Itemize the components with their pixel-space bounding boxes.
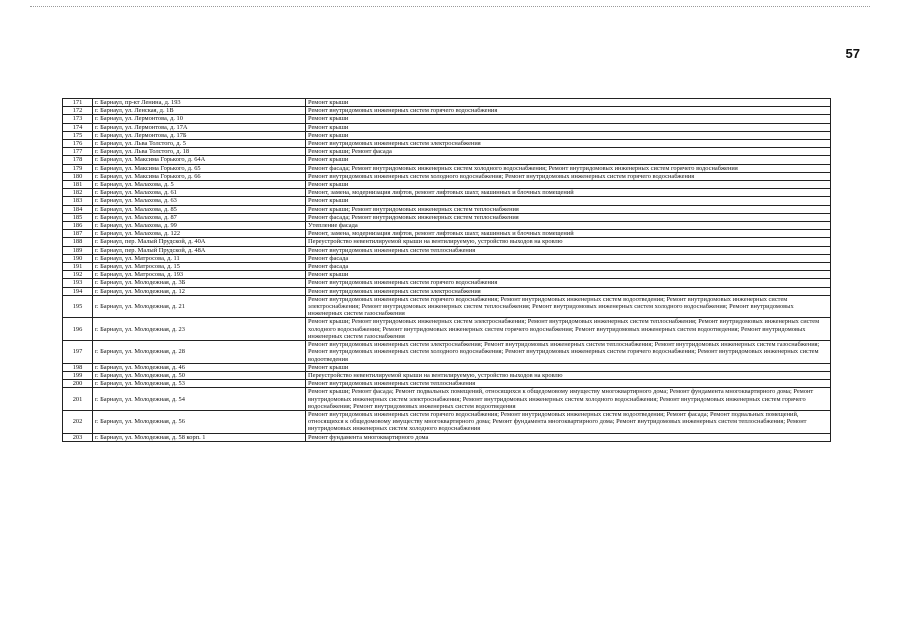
address-cell: г. Барнаул, ул. Лермонтова, д. 17А bbox=[93, 123, 306, 131]
work-type-cell: Ремонт крыши bbox=[306, 156, 831, 164]
address-cell: г. Барнаул, ул. Молодежная, д. 21 bbox=[93, 295, 306, 318]
row-number-cell: 188 bbox=[63, 238, 93, 246]
work-type-cell: Переустройство невентилируемой крыши на вентилируемую, устройство выходов на кровлю bbox=[306, 238, 831, 246]
table-row bbox=[63, 371, 831, 379]
row-number-cell: 181 bbox=[63, 181, 93, 189]
address-cell: г. Барнаул, ул. Малахова, д. 61 bbox=[93, 189, 306, 197]
work-type-cell: Ремонт внутридомовых инженерных систем холодного водоснабжения; Ремонт внутридомовых инженерных систем горячего водоснабжения bbox=[306, 172, 831, 180]
work-type-cell: Ремонт крыши bbox=[306, 115, 831, 123]
row-number-cell: 190 bbox=[63, 254, 93, 262]
row-number-cell: 200 bbox=[63, 380, 93, 388]
table-row bbox=[63, 172, 831, 180]
address-cell: г. Барнаул, ул. Льва Толстого, д. 5 bbox=[93, 140, 306, 148]
row-number-cell: 174 bbox=[63, 123, 93, 131]
address-cell: г. Барнаул, ул. Молодежная, д. 54 bbox=[93, 388, 306, 411]
work-type-cell: Ремонт крыши; Ремонт внутридомовых инженерных систем теплоснабжения bbox=[306, 205, 831, 213]
row-number-cell: 175 bbox=[63, 131, 93, 139]
work-type-cell: Ремонт крыши; Ремонт внутридомовых инженерных систем электроснабжения; Ремонт внутридомовых инженерных систем теплоснабжения; Ремонт внутридомовых инженерных систем холодного водоснабжения; Ремонт внутридомовых инженерных систем горячего водоснабжения; Ремонт внутридомовых инженерных систем водоотведения; Ремонт внутридомовых инженерных систем газоснабжения bbox=[306, 318, 831, 341]
work-type-cell: Ремонт фасада; Ремонт внутридомовых инженерных систем холодного водоснабжения; Ремонт внутридомовых инженерных систем горячего водоснабжения bbox=[306, 164, 831, 172]
row-number-cell: 198 bbox=[63, 363, 93, 371]
address-cell: г. Барнаул, ул. Молодежная, д. 12 bbox=[93, 287, 306, 295]
table-row bbox=[63, 156, 831, 164]
row-number-cell: 199 bbox=[63, 371, 93, 379]
table-row bbox=[63, 189, 831, 197]
address-cell: г. Барнаул, ул. Малахова, д. 85 bbox=[93, 205, 306, 213]
table-row bbox=[63, 222, 831, 230]
table-row bbox=[63, 213, 831, 221]
row-number-cell: 196 bbox=[63, 318, 93, 341]
work-type-cell: Ремонт внутридомовых инженерных систем теплоснабжения bbox=[306, 380, 831, 388]
work-type-cell: Ремонт фасада bbox=[306, 254, 831, 262]
table-row bbox=[63, 318, 831, 341]
row-number-cell: 202 bbox=[63, 410, 93, 433]
table-row bbox=[63, 254, 831, 262]
work-type-cell: Ремонт внутридомовых инженерных систем теплоснабжения bbox=[306, 246, 831, 254]
work-type-cell: Ремонт крыши bbox=[306, 123, 831, 131]
row-number-cell: 179 bbox=[63, 164, 93, 172]
address-cell: г. Барнаул, ул. Максима Горького, д. 66 bbox=[93, 172, 306, 180]
table-row bbox=[63, 238, 831, 246]
table-row bbox=[63, 341, 831, 364]
work-type-cell: Ремонт фундамента многоквартирного дома bbox=[306, 433, 831, 441]
table-row bbox=[63, 197, 831, 205]
table-row bbox=[63, 380, 831, 388]
address-cell: г. Барнаул, ул. Малахова, д. 122 bbox=[93, 230, 306, 238]
work-type-cell: Утепление фасада bbox=[306, 222, 831, 230]
row-number-cell: 185 bbox=[63, 213, 93, 221]
address-cell: г. Барнаул, ул. Максима Горького, д. 64А bbox=[93, 156, 306, 164]
table-row bbox=[63, 131, 831, 139]
row-number-cell: 182 bbox=[63, 189, 93, 197]
table-row bbox=[63, 99, 831, 107]
table-row bbox=[63, 123, 831, 131]
table-row bbox=[63, 205, 831, 213]
table-row bbox=[63, 107, 831, 115]
work-type-cell: Ремонт крыши bbox=[306, 197, 831, 205]
row-number-cell: 178 bbox=[63, 156, 93, 164]
address-cell: г. Барнаул, пер. Малый Прудской, д. 48А bbox=[93, 246, 306, 254]
page-number: 57 bbox=[845, 46, 860, 61]
table-row bbox=[63, 148, 831, 156]
row-number-cell: 191 bbox=[63, 263, 93, 271]
table-row bbox=[63, 263, 831, 271]
registry-table-body bbox=[63, 99, 831, 442]
table-row bbox=[63, 287, 831, 295]
work-type-cell: Ремонт крыши bbox=[306, 181, 831, 189]
address-cell: г. Барнаул, ул. Лермонтова, д. 17Б bbox=[93, 131, 306, 139]
table-row bbox=[63, 271, 831, 279]
row-number-cell: 193 bbox=[63, 279, 93, 287]
row-number-cell: 186 bbox=[63, 222, 93, 230]
address-cell: г. Барнаул, ул. Молодежная, д. 58 корп. 1 bbox=[93, 433, 306, 441]
address-cell: г. Барнаул, ул. Матросова, д. 15 bbox=[93, 263, 306, 271]
address-cell: г. Барнаул, ул. Молодежная, д. 50 bbox=[93, 371, 306, 379]
work-type-cell: Ремонт крыши bbox=[306, 271, 831, 279]
table-row bbox=[63, 295, 831, 318]
table-row bbox=[63, 410, 831, 433]
row-number-cell: 192 bbox=[63, 271, 93, 279]
address-cell: г. Барнаул, ул. Молодежная, д. 56 bbox=[93, 410, 306, 433]
work-type-cell: Ремонт внутридомовых инженерных систем горячего водоснабжения; Ремонт внутридомовых инженерных систем водоотведения; Ремонт внутридомовых инженерных систем электроснабжения; Ремонт внутридомовых инженерных систем теплоснабжения; Ремонт внутридомовых инженерных систем холодного водоснабжения; Ремонт внутридомовых инженерных систем газоснабжения bbox=[306, 295, 831, 318]
scan-artifact-line bbox=[30, 6, 870, 7]
row-number-cell: 184 bbox=[63, 205, 93, 213]
work-type-cell: Ремонт крыши bbox=[306, 363, 831, 371]
table-row bbox=[63, 363, 831, 371]
address-cell: г. Барнаул, ул. Матросова, д. 11 bbox=[93, 254, 306, 262]
work-type-cell: Ремонт, замена, модернизация лифтов, ремонт лифтовых шахт, машинных и блочных помещений bbox=[306, 189, 831, 197]
work-type-cell: Ремонт крыши; Ремонт фасада bbox=[306, 148, 831, 156]
registry-table bbox=[62, 98, 831, 442]
table-row bbox=[63, 140, 831, 148]
work-type-cell: Ремонт внутридомовых инженерных систем горячего водоснабжения bbox=[306, 279, 831, 287]
table-row bbox=[63, 433, 831, 441]
table-row bbox=[63, 279, 831, 287]
address-cell: г. Барнаул, ул. Молодежная, д. 46 bbox=[93, 363, 306, 371]
work-type-cell: Переустройство невентилируемой крыши на вентилируемую, устройство выходов на кровлю bbox=[306, 371, 831, 379]
row-number-cell: 173 bbox=[63, 115, 93, 123]
address-cell: г. Барнаул, ул. Малахова, д. 5 bbox=[93, 181, 306, 189]
address-cell: г. Барнаул, ул. Матросова, д. 193 bbox=[93, 271, 306, 279]
table-row bbox=[63, 388, 831, 411]
row-number-cell: 177 bbox=[63, 148, 93, 156]
address-cell: г. Барнаул, ул. Молодежная, д. 53 bbox=[93, 380, 306, 388]
row-number-cell: 194 bbox=[63, 287, 93, 295]
work-type-cell: Ремонт внутридомовых инженерных систем электроснабжения; Ремонт внутридомовых инженерных систем теплоснабжения; Ремонт внутридомовых инженерных систем газоснабжения; Ремонт внутридомовых инженерных систем холодного водоснабжения; Ремонт внутридомовых инженерных систем горячего водоснабжения; Ремонт внутридомовых инженерных систем водоотведения bbox=[306, 341, 831, 364]
work-type-cell: Ремонт внутридомовых инженерных систем электроснабжения bbox=[306, 287, 831, 295]
table-row bbox=[63, 164, 831, 172]
row-number-cell: 183 bbox=[63, 197, 93, 205]
row-number-cell: 171 bbox=[63, 99, 93, 107]
address-cell: г. Барнаул, ул. Ленская, д. 1В bbox=[93, 107, 306, 115]
table-row bbox=[63, 230, 831, 238]
address-cell: г. Барнаул, пер. Малый Прудской, д. 40А bbox=[93, 238, 306, 246]
work-type-cell: Ремонт крыши; Ремонт фасада; Ремонт подвальных помещений, относящихся к общедомовому имуществу многоквартирного дома; Ремонт фундамента многоквартирного дома; Ремонт внутридомовых инженерных систем электроснабжения; Ремонт внутридомовых инженерных систем холодного водоснабжения; Ремонт внутридомовых инженерных систем горячего водоснабжения; Ремонт внутридомовых инженерных систем водоотведения bbox=[306, 388, 831, 411]
work-type-cell: Ремонт фасада; Ремонт внутридомовых инженерных систем теплоснабжения bbox=[306, 213, 831, 221]
row-number-cell: 197 bbox=[63, 341, 93, 364]
work-type-cell: Ремонт крыши bbox=[306, 99, 831, 107]
address-cell: г. Барнаул, ул. Молодежная, д. 28 bbox=[93, 341, 306, 364]
row-number-cell: 189 bbox=[63, 246, 93, 254]
address-cell: г. Барнаул, ул. Малахова, д. 63 bbox=[93, 197, 306, 205]
table-row bbox=[63, 246, 831, 254]
work-type-cell: Ремонт, замена, модернизация лифтов, ремонт лифтовых шахт, машинных и блочных помещений bbox=[306, 230, 831, 238]
address-cell: г. Барнаул, пр-кт Ленина, д. 193 bbox=[93, 99, 306, 107]
row-number-cell: 180 bbox=[63, 172, 93, 180]
address-cell: г. Барнаул, ул. Льва Толстого, д. 18 bbox=[93, 148, 306, 156]
work-type-cell: Ремонт внутридомовых инженерных систем электроснабжения bbox=[306, 140, 831, 148]
work-type-cell: Ремонт крыши bbox=[306, 131, 831, 139]
address-cell: г. Барнаул, ул. Малахова, д. 87 bbox=[93, 213, 306, 221]
row-number-cell: 201 bbox=[63, 388, 93, 411]
address-cell: г. Барнаул, ул. Максима Горького, д. 65 bbox=[93, 164, 306, 172]
address-cell: г. Барнаул, ул. Молодежная, д. 23 bbox=[93, 318, 306, 341]
address-cell: г. Барнаул, ул. Малахова, д. 99 bbox=[93, 222, 306, 230]
row-number-cell: 195 bbox=[63, 295, 93, 318]
row-number-cell: 172 bbox=[63, 107, 93, 115]
row-number-cell: 203 bbox=[63, 433, 93, 441]
row-number-cell: 176 bbox=[63, 140, 93, 148]
work-type-cell: Ремонт внутридомовых инженерных систем горячего водоснабжения bbox=[306, 107, 831, 115]
table-row bbox=[63, 115, 831, 123]
work-type-cell: Ремонт внутридомовых инженерных систем горячего водоснабжения; Ремонт внутридомовых инженерных систем водоотведения; Ремонт фасада; Ремонт подвальных помещений, относящихся к общедомовому имуществу многоквартирного дома; Ремонт фундамента многоквартирного дома; Ремонт внутридомовых инженерных систем теплоснабжения; Ремонт внутридомовых инженерных систем холодного водоснабжения bbox=[306, 410, 831, 433]
row-number-cell: 187 bbox=[63, 230, 93, 238]
table-row bbox=[63, 181, 831, 189]
address-cell: г. Барнаул, ул. Молодежная, д. 3Б bbox=[93, 279, 306, 287]
work-type-cell: Ремонт фасада bbox=[306, 263, 831, 271]
address-cell: г. Барнаул, ул. Лермонтова, д. 10 bbox=[93, 115, 306, 123]
